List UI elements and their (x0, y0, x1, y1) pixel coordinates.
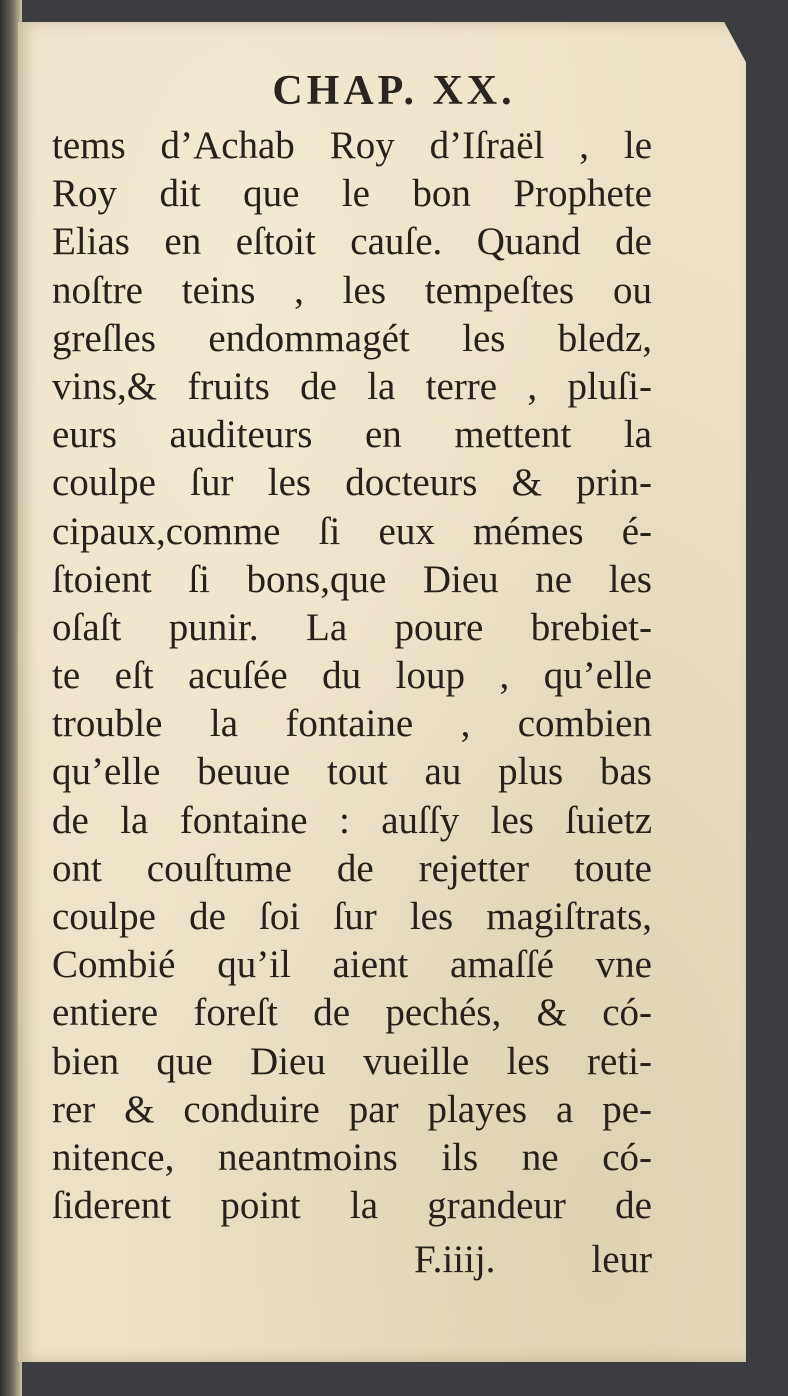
text-line: ſiderent point la grandeur de (52, 1184, 652, 1228)
text-line: trouble la fontaine , combien (52, 702, 652, 746)
text-line: greſles endommagét les bledz, (52, 316, 652, 360)
text-line: cipaux,comme ſi eux mémes é- (52, 509, 652, 553)
signature-mark: F.iiij. (414, 1238, 496, 1281)
text-line: oſaſt punir. La poure brebiet- (52, 605, 652, 649)
text-line: te eſt acuſée du loup , qu’elle (52, 654, 652, 698)
text-line: noſtre teins , les tempeſtes ou (52, 268, 652, 312)
text-line: de la fontaine : auſſy les ſuietz (52, 798, 652, 842)
chapter-heading: CHAP. XX. (272, 68, 516, 114)
text-line: coulpe de ſoi ſur les magiſtrats, (52, 895, 652, 938)
text-line: eurs auditeurs en mettent la (52, 413, 652, 457)
catchword: leur (591, 1238, 652, 1281)
text-line: Elias en eſtoit cauſe. Quand de (52, 220, 652, 264)
text-line: vins,& fruits de la terre , pluſi- (52, 364, 652, 408)
text-line: Combié qu’il aient amaſſé vne (52, 943, 652, 987)
text-line: rer & conduire par playes a pe- (52, 1087, 652, 1131)
text-line: nitence, neantmoins ils ne có- (52, 1135, 652, 1179)
text-line: entiere foreſt de pechés, & có- (52, 991, 652, 1035)
text-line: qu’elle beuue tout au plus bas (52, 750, 652, 794)
text-line: coulpe ſur les docteurs & prin- (52, 461, 652, 505)
text-line: tems d’Achab Roy d’Iſraël , le (52, 124, 652, 167)
text-line: bien que Dieu vueille les reti- (52, 1039, 652, 1083)
running-head (0, 70, 788, 112)
page-body-text (52, 122, 652, 1230)
page-footer (52, 1236, 652, 1284)
text-line: ſtoient ſi bons,que Dieu ne les (52, 557, 652, 601)
text-line: ont couſtume de rejetter toute (52, 846, 652, 890)
text-line: Roy dit que le bon Prophete (52, 172, 652, 216)
